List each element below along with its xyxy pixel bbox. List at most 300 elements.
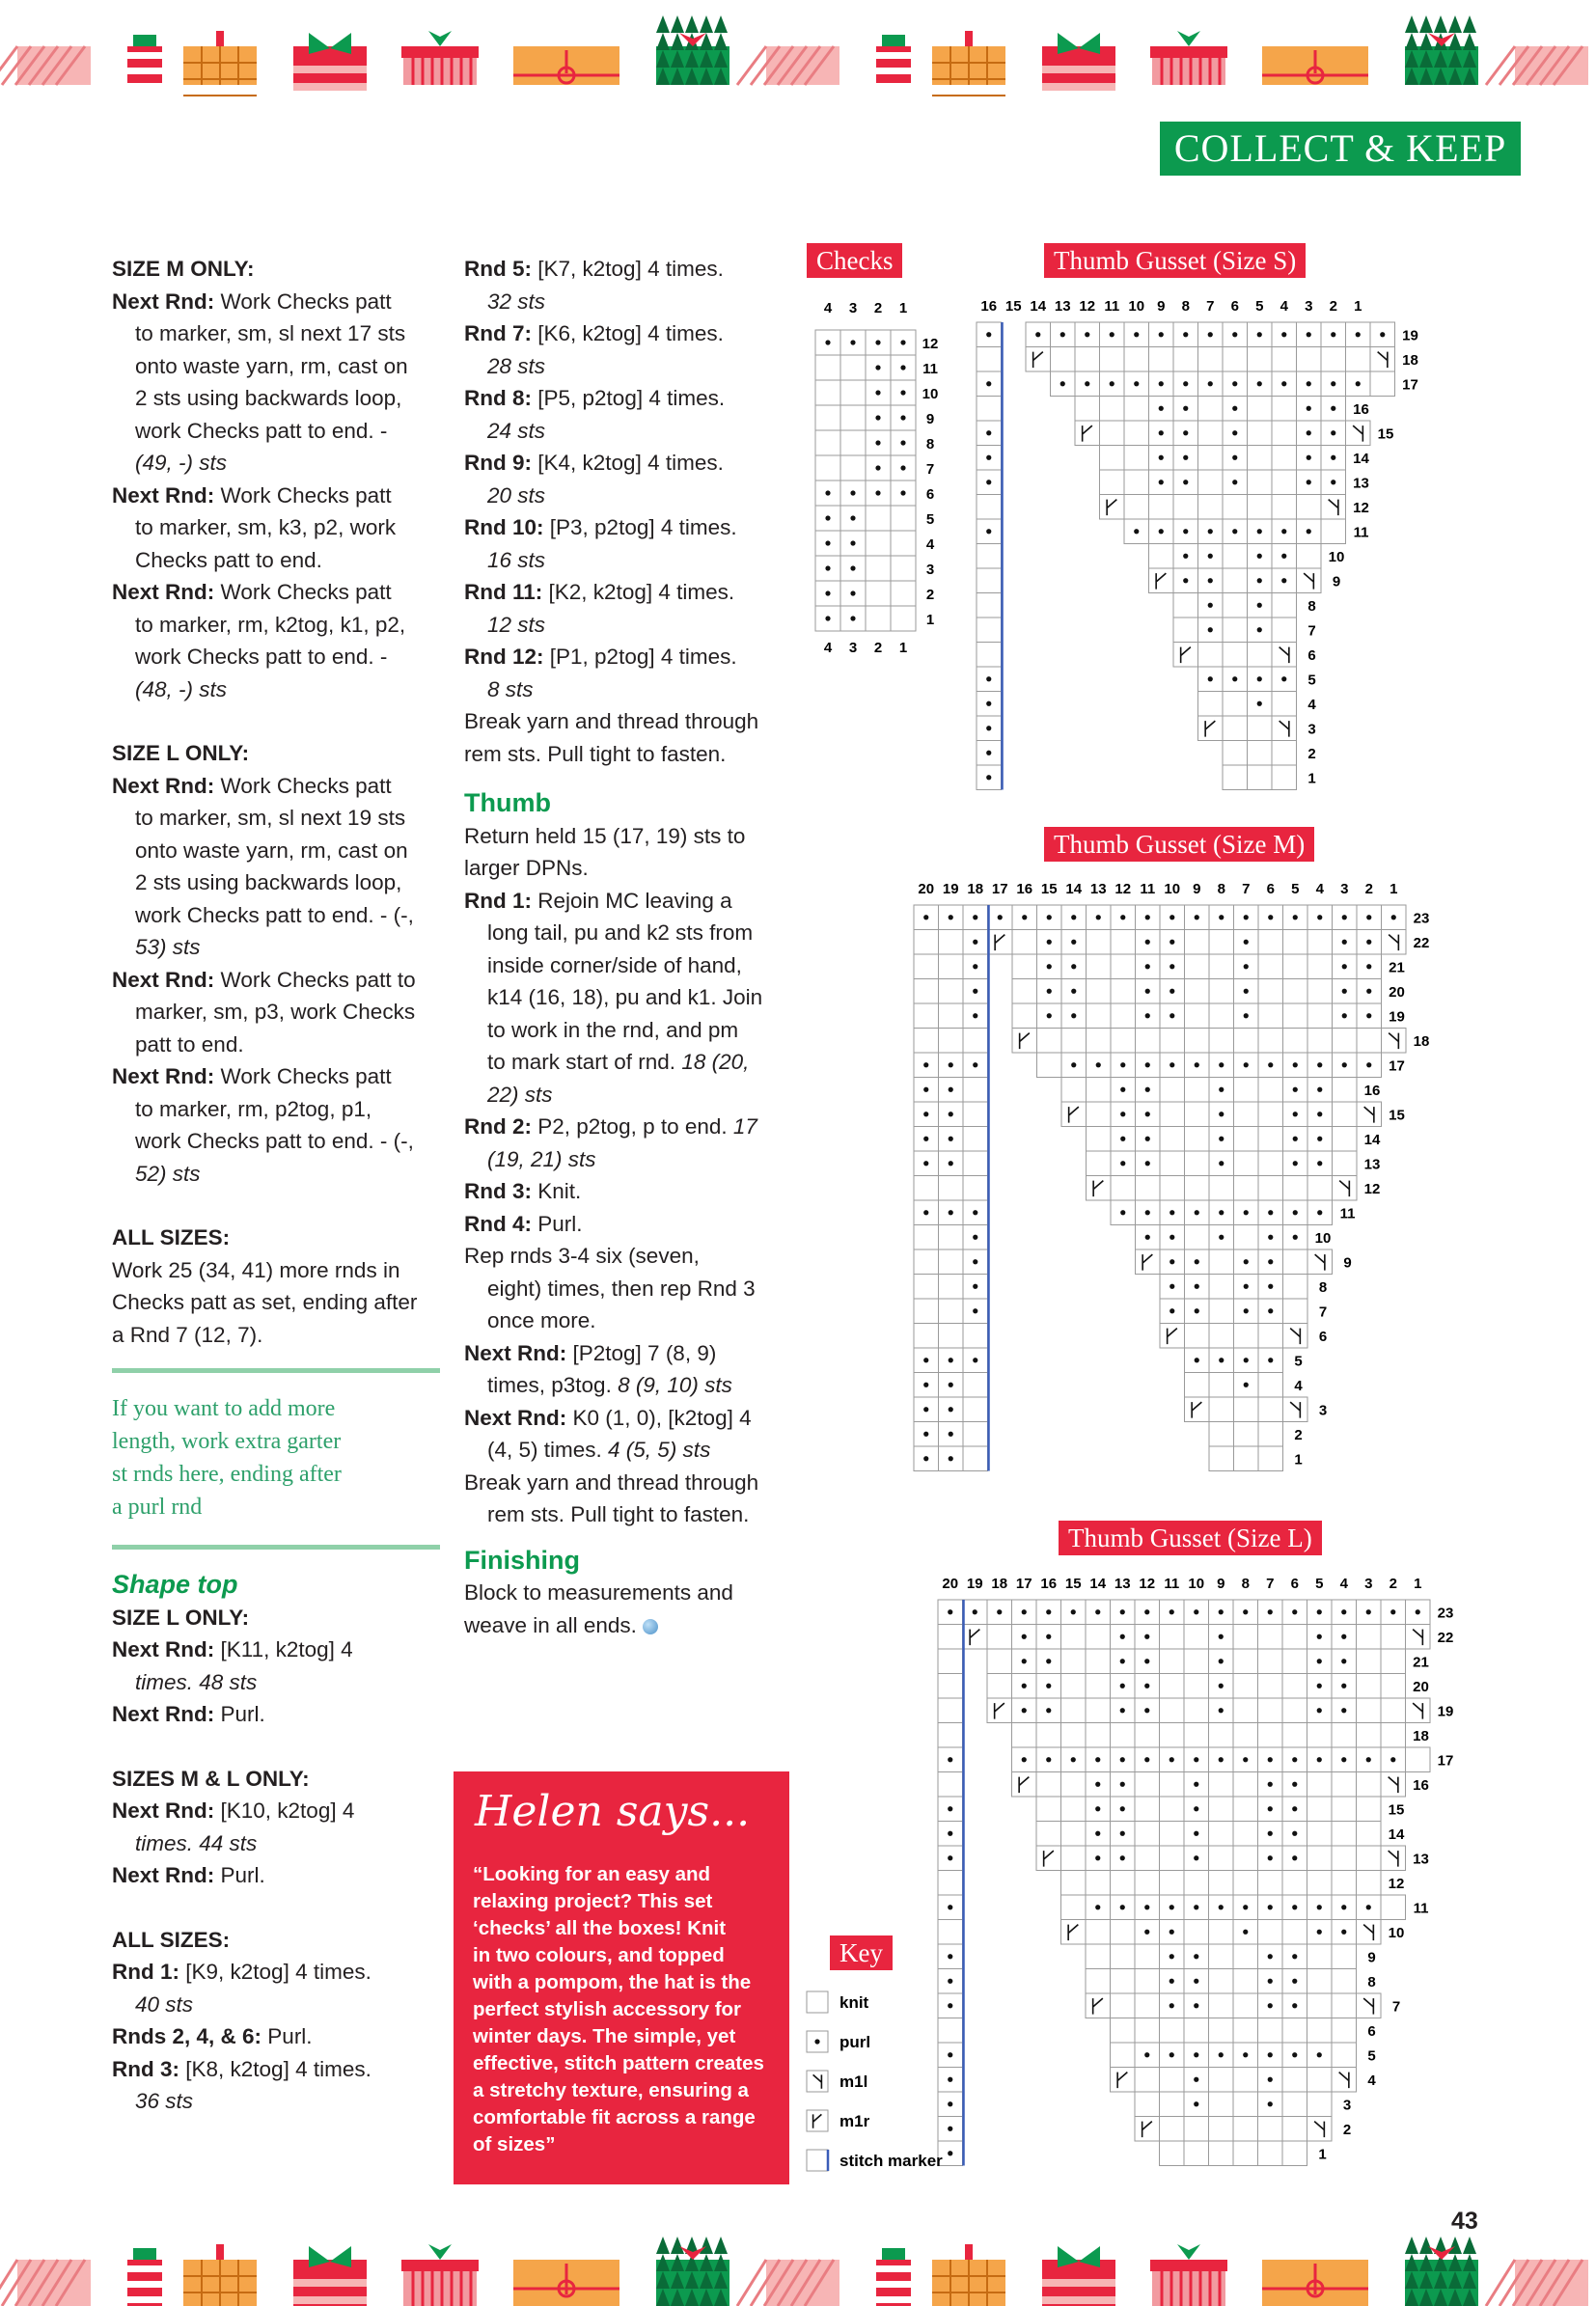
chart-cell: [1135, 1797, 1160, 1822]
chart-cell: [1297, 347, 1322, 372]
chart-cell: [939, 954, 964, 979]
chart-cell: [1012, 930, 1037, 955]
purl-dot: [1194, 1782, 1198, 1787]
purl-dot: [1095, 1855, 1100, 1860]
row-number: 18: [1413, 1033, 1430, 1050]
chart-cell: [1357, 1625, 1382, 1650]
purl-dot: [1046, 1684, 1051, 1688]
chart-cell: [1160, 979, 1185, 1004]
gift-icon: [401, 2244, 479, 2306]
chart-cell: [1173, 322, 1198, 347]
purl-dot: [1292, 1905, 1297, 1909]
chart-cell: [1160, 930, 1185, 955]
helen-says-box: [454, 1771, 789, 2184]
row-number: 6: [1318, 1329, 1328, 1345]
chart-cell: [1258, 1895, 1283, 1920]
purl-dot: [1268, 1284, 1273, 1289]
key-label: m1r: [839, 2112, 870, 2130]
chart-cell: [1282, 1895, 1307, 1920]
purl-dot: [1159, 455, 1164, 460]
column-left: [112, 253, 440, 2118]
chart-cell: [1111, 1797, 1136, 1822]
text-line: Next Rnd: Purl.: [112, 1702, 265, 1726]
column-number: 3: [1305, 298, 1313, 315]
purl-dot: [973, 1308, 977, 1313]
chart-cell: [977, 421, 1002, 446]
chart-cell: [1382, 1029, 1407, 1054]
row-number: 11: [1339, 1205, 1356, 1222]
purl-dot: [1169, 1062, 1174, 1067]
row-number: 9: [1332, 573, 1341, 590]
chart-cell: [1233, 1625, 1258, 1650]
purl-dot: [923, 1456, 928, 1461]
chart-cell: [914, 1422, 939, 1447]
chart-cell: [977, 643, 1002, 668]
chart-cell: [891, 330, 916, 355]
chart-cell: [1258, 1348, 1283, 1373]
purl-dot: [1144, 1609, 1149, 1614]
chart-cell: [1357, 1029, 1382, 1054]
chart-cell: [939, 1299, 964, 1324]
purl-dot: [1120, 1855, 1125, 1860]
chart-cell: [1198, 470, 1224, 495]
chart-cell: [1061, 1625, 1087, 1650]
column-number: 2: [1329, 298, 1337, 315]
text-line: 12 sts: [487, 612, 546, 637]
column-number: 17: [1015, 1576, 1032, 1592]
divider: [112, 1368, 440, 1373]
column-number: 4: [823, 300, 833, 316]
chart-cell: [1209, 1944, 1234, 1969]
purl-dot: [1219, 1235, 1224, 1240]
chart-cell: [1307, 1127, 1333, 1152]
chart-cell: [1086, 1822, 1111, 1847]
chart-cell: [1184, 1625, 1209, 1650]
column-number: 2: [1364, 881, 1373, 897]
purl-dot: [1159, 430, 1164, 435]
chart-cell: [891, 531, 916, 556]
purl-dot: [1071, 1013, 1076, 1018]
purl-dot: [1366, 940, 1371, 945]
purl-dot: [1232, 406, 1237, 411]
text-line: onto waste yarn, rm, cast on: [135, 353, 408, 378]
text-line: 28 sts: [487, 353, 546, 378]
column-number: 16: [1016, 881, 1033, 897]
purl-dot: [1219, 1609, 1224, 1614]
chart-cell: [1321, 519, 1346, 544]
purl-dot: [1293, 1235, 1298, 1240]
purl-dot: [1257, 554, 1262, 559]
purl-dot: [1120, 915, 1125, 920]
chart-cell: [1233, 2068, 1258, 2093]
chart-cell: [1185, 1200, 1210, 1225]
chart-cell: [1233, 2043, 1258, 2068]
purl-dot: [1219, 2052, 1224, 2057]
chart-cell: [1248, 371, 1273, 397]
purl-dot: [949, 1432, 953, 1437]
chart-cell: [1258, 1822, 1283, 1847]
purl-dot: [1159, 332, 1164, 337]
chart-cell: [1381, 1747, 1406, 1772]
chart-cell: [1086, 1920, 1111, 1945]
purl-dot: [1292, 1979, 1297, 1984]
row-number: 9: [1343, 1254, 1352, 1272]
row-number: 4: [1367, 2073, 1376, 2089]
chart-cell: [840, 606, 866, 631]
row-number: 5: [925, 511, 935, 528]
chart-cell: [1061, 1078, 1087, 1103]
chart-cell: [1283, 1225, 1308, 1250]
column-number: 7: [1266, 1576, 1275, 1592]
chart-cell: [963, 1078, 988, 1103]
chart-cell: [1173, 347, 1198, 372]
chart-cell: [1061, 1674, 1087, 1699]
chart-cell: [1087, 979, 1112, 1004]
text-line: Rnd 5: [K7, k2tog] 4 times.: [464, 257, 724, 281]
row-number: 14: [1353, 451, 1369, 467]
purl-dot: [986, 701, 991, 706]
chart-cell: [1258, 1299, 1283, 1324]
chart-cell: [1307, 905, 1333, 930]
purl-dot: [1194, 1806, 1198, 1811]
chart-cell: [914, 1102, 939, 1127]
chart-cell: [1198, 692, 1224, 717]
chart-cell: [1332, 1698, 1357, 1723]
chart-cell: [1307, 1600, 1333, 1625]
chart-cell: [1087, 1127, 1112, 1152]
text-line: rem sts. Pull tight to fasten.: [487, 1502, 750, 1526]
chart-cell: [939, 1446, 964, 1471]
chart-cell: [1185, 1029, 1210, 1054]
purl-dot: [825, 540, 830, 545]
purl-dot: [986, 381, 991, 386]
chart-cell: [1087, 1102, 1112, 1127]
row-number: 4: [925, 536, 935, 553]
gift-icon: [127, 2248, 162, 2306]
row-number: 15: [1388, 1801, 1405, 1819]
key-label: stitch marker: [839, 2152, 943, 2170]
chart-cell: [815, 405, 840, 430]
chart-cell: [1111, 1871, 1136, 1896]
purl-dot: [949, 1062, 953, 1067]
chart-cell: [939, 1422, 964, 1447]
chart-cell: [1135, 1871, 1160, 1896]
chart-cell: [939, 905, 964, 930]
chart-cell: [1051, 322, 1076, 347]
purl-dot: [1307, 455, 1311, 460]
chart-cell: [1135, 2092, 1160, 2117]
column-number: 19: [942, 881, 959, 897]
chart-cell: [1333, 1029, 1358, 1054]
purl-dot: [1317, 1062, 1322, 1067]
chart-cell: [1160, 1003, 1185, 1029]
chart-cell: [1406, 1625, 1431, 1650]
purl-dot: [1341, 1684, 1346, 1688]
chart-cell: [1357, 1772, 1382, 1798]
purl-dot: [986, 529, 991, 534]
row-number: 3: [1318, 1402, 1328, 1419]
chart-cell: [1051, 347, 1076, 372]
chart-cell: [1307, 2092, 1333, 2117]
chart-cell: [1283, 1324, 1308, 1349]
chart-cell: [1135, 2117, 1160, 2142]
chart-cell: [914, 1200, 939, 1225]
chart-cell: [1160, 1895, 1185, 1920]
purl-dot: [1208, 676, 1213, 681]
chart-cell: [1381, 1772, 1406, 1798]
column-number: 12: [1114, 881, 1132, 897]
purl-dot: [1169, 989, 1174, 994]
size-m-heading: SIZE M ONLY:: [112, 257, 255, 281]
chart-cell: [1233, 1723, 1258, 1748]
chart-cell: [1036, 1723, 1061, 1748]
purl-dot: [986, 775, 991, 780]
purl-dot: [1331, 406, 1335, 411]
chart-cell: [1012, 1723, 1037, 1748]
chart-cell: [914, 1373, 939, 1398]
helen-quote-line: “Looking for an easy and: [473, 1863, 711, 1885]
purl-dot: [1145, 989, 1150, 994]
chart-cell: [1136, 905, 1161, 930]
chart-cell: [1209, 1797, 1234, 1822]
thumb-heading: Thumb: [464, 788, 551, 817]
chart-cell: [1307, 1747, 1333, 1772]
chart-cell: [866, 606, 891, 631]
chart-cell: [977, 371, 1002, 397]
chart-cell: [1258, 930, 1283, 955]
purl-dot: [1022, 1609, 1027, 1614]
purl-dot: [875, 415, 880, 420]
purl-dot: [1046, 1659, 1051, 1663]
chart-cell: [1111, 1698, 1136, 1723]
chart-cell: [866, 480, 891, 506]
column-number: 15: [1040, 881, 1058, 897]
chart-cell: [1234, 1299, 1259, 1324]
chart-cell: [1233, 1772, 1258, 1798]
purl-dot: [1120, 1087, 1125, 1092]
row-number: 5: [1367, 2047, 1376, 2065]
chart-cell: [1307, 1078, 1333, 1103]
chart-cell: [891, 556, 916, 581]
gift-border-top: [0, 27, 1596, 124]
purl-dot: [1243, 1757, 1248, 1762]
chart-cell: [1149, 421, 1174, 446]
chart-cell: [1307, 1625, 1333, 1650]
chart-cell: [1233, 1969, 1258, 1994]
chart-cell: [1209, 1324, 1234, 1349]
chart-cell: [1297, 519, 1322, 544]
purl-dot: [1317, 1634, 1322, 1639]
chart-cell: [1198, 716, 1224, 741]
chart-cell: [866, 556, 891, 581]
purl-dot: [1219, 1161, 1224, 1166]
chart-cell: [1283, 1053, 1308, 1078]
purl-dot: [1169, 1609, 1174, 1614]
purl-dot: [1144, 1930, 1149, 1935]
m-row-1: Next Rnd: Work Checks patt: [112, 288, 392, 314]
purl-dot: [1292, 1782, 1297, 1787]
gift-icon: [513, 46, 619, 85]
row-number: 12: [1353, 500, 1369, 516]
text-line: Break yarn and thread through: [464, 1469, 759, 1495]
chart-cell: [1124, 421, 1149, 446]
chart-cell: [1149, 519, 1174, 544]
row-number: 1: [1307, 770, 1316, 787]
row-number: 6: [925, 486, 935, 503]
chart-cell: [1136, 1249, 1161, 1275]
purl-dot: [973, 1609, 977, 1614]
purl-dot: [1268, 2052, 1273, 2057]
text-line: patt to end.: [135, 1031, 244, 1057]
gift-border-bottom: [0, 2240, 1596, 2306]
chart-cell: [914, 1324, 939, 1349]
purl-dot: [1341, 1905, 1346, 1909]
chart-cell: [815, 455, 840, 480]
row-number: 10: [1314, 1230, 1332, 1247]
chart-cell: [1100, 347, 1125, 372]
chart-cell: [1307, 1649, 1333, 1674]
chart-cell: [1321, 470, 1346, 495]
chart-cell: [939, 1200, 964, 1225]
gift-icon: [513, 2260, 619, 2306]
chart-cell: [1198, 568, 1224, 593]
purl-dot: [1307, 406, 1311, 411]
row-number: 4: [1307, 697, 1316, 713]
chart-cell: [1111, 1003, 1136, 1029]
purl-dot: [1120, 1112, 1125, 1116]
text-line: (19, 21) sts: [487, 1146, 596, 1171]
chart-cell: [939, 1127, 964, 1152]
chart-cell: [1184, 1993, 1209, 2018]
chart-cell: [1160, 1151, 1185, 1176]
purl-dot: [1307, 332, 1311, 337]
chart-cell: [1061, 1698, 1087, 1723]
chart-cell: [914, 1176, 939, 1201]
purl-dot: [1244, 1308, 1249, 1313]
chart-cell: [977, 470, 1002, 495]
purl-dot: [1341, 1634, 1346, 1639]
chart-cell: [1086, 1723, 1111, 1748]
purl-dot: [1331, 332, 1335, 337]
column-number: 11: [1140, 881, 1156, 897]
purl-dot: [1120, 1831, 1125, 1836]
chart-cell: [1333, 1003, 1358, 1029]
chart-cell: [1111, 1649, 1136, 1674]
chart-cell: [914, 979, 939, 1004]
chart-cell: [1248, 593, 1273, 618]
purl-dot: [1342, 1013, 1347, 1018]
chart-cell: [1209, 1275, 1234, 1300]
purl-dot: [900, 415, 905, 420]
chart-cell: [1258, 1871, 1283, 1896]
chart-cell: [1357, 1871, 1382, 1896]
purl-dot: [1169, 1979, 1174, 1984]
chart-cell: [1209, 2117, 1234, 2142]
chart-cell: [807, 2031, 828, 2052]
purl-dot: [875, 390, 880, 395]
chart-cell: [1406, 1698, 1431, 1723]
chart-cell: [1209, 1871, 1234, 1896]
row-number: 8: [1318, 1279, 1328, 1296]
chart-cell: [1223, 421, 1248, 446]
row-number: 22: [1437, 1630, 1454, 1646]
chart-cell: [1307, 930, 1333, 955]
row-number: 15: [1377, 426, 1394, 443]
purl-dot: [1047, 964, 1052, 969]
chart-cell: [938, 1846, 963, 1871]
chart-cell: [1382, 930, 1407, 955]
chart-cell: [1209, 1747, 1234, 1772]
text-line: work Checks patt to end. -: [135, 418, 388, 443]
text-line: weave in all ends.: [464, 1609, 792, 1642]
row-number: 22: [1413, 935, 1430, 951]
chart-cell: [1258, 1920, 1283, 1945]
chart-cell: [1283, 1397, 1308, 1422]
chart-cell: [1357, 930, 1382, 955]
chart-cell: [1184, 1895, 1209, 1920]
chart-cell: [866, 581, 891, 606]
chart-cell: [1036, 1674, 1061, 1699]
chart-cell: [1209, 1348, 1234, 1373]
chart-cell: [1012, 1029, 1037, 1054]
purl-dot: [1183, 578, 1188, 583]
chart-cell: [1321, 322, 1346, 347]
chart-cell: [1357, 1600, 1382, 1625]
row-number: 9: [1367, 1949, 1376, 1966]
gusset-s-chart-title: Thumb Gusset (Size S): [1044, 243, 1306, 278]
chart-cell: [1234, 1249, 1259, 1275]
chart-cell: [938, 1895, 963, 1920]
chart-cell: [1198, 667, 1224, 692]
chart-cell: [1381, 1600, 1406, 1625]
chart-cell: [1086, 1649, 1111, 1674]
chart-cell: [1234, 1200, 1259, 1225]
chart-cell: [1111, 1674, 1136, 1699]
purl-dot: [1144, 2052, 1149, 2057]
m-row-2: Next Rnd: Work Checks patt: [112, 482, 392, 508]
chart-cell: [1272, 716, 1297, 741]
purl-dot: [1144, 1757, 1149, 1762]
chart-cell: [866, 380, 891, 405]
chart-cell: [815, 480, 840, 506]
row-number: 1: [925, 612, 935, 628]
row-number: 15: [1389, 1107, 1405, 1124]
chart-cell: [1198, 643, 1224, 668]
gift-icon: [1486, 46, 1588, 85]
chart-cell: [1297, 446, 1322, 471]
chart-cell: [1061, 1102, 1087, 1127]
purl-dot: [973, 1259, 977, 1264]
gift-icon: [737, 46, 839, 85]
chart-cell: [1087, 930, 1112, 955]
chart-cell: [938, 1698, 963, 1723]
column-number: 7: [1206, 298, 1215, 315]
chart-cell: [1248, 347, 1273, 372]
purl-dot: [923, 1210, 928, 1215]
column-number: 1: [1390, 881, 1398, 897]
helen-quote-line: a stretchy texture, ensuring a: [473, 2079, 749, 2101]
chart-cell: [1136, 930, 1161, 955]
chart-cell: [807, 2071, 828, 2092]
row-number: 21: [1413, 1654, 1429, 1671]
chart-cell: [891, 405, 916, 430]
chart-cell: [938, 1649, 963, 1674]
gift-icon: [183, 31, 257, 96]
chart-cell: [1282, 1797, 1307, 1822]
chart-cell: [1036, 1649, 1061, 1674]
chart-cell: [1135, 1895, 1160, 1920]
chart-cell: [1307, 979, 1333, 1004]
